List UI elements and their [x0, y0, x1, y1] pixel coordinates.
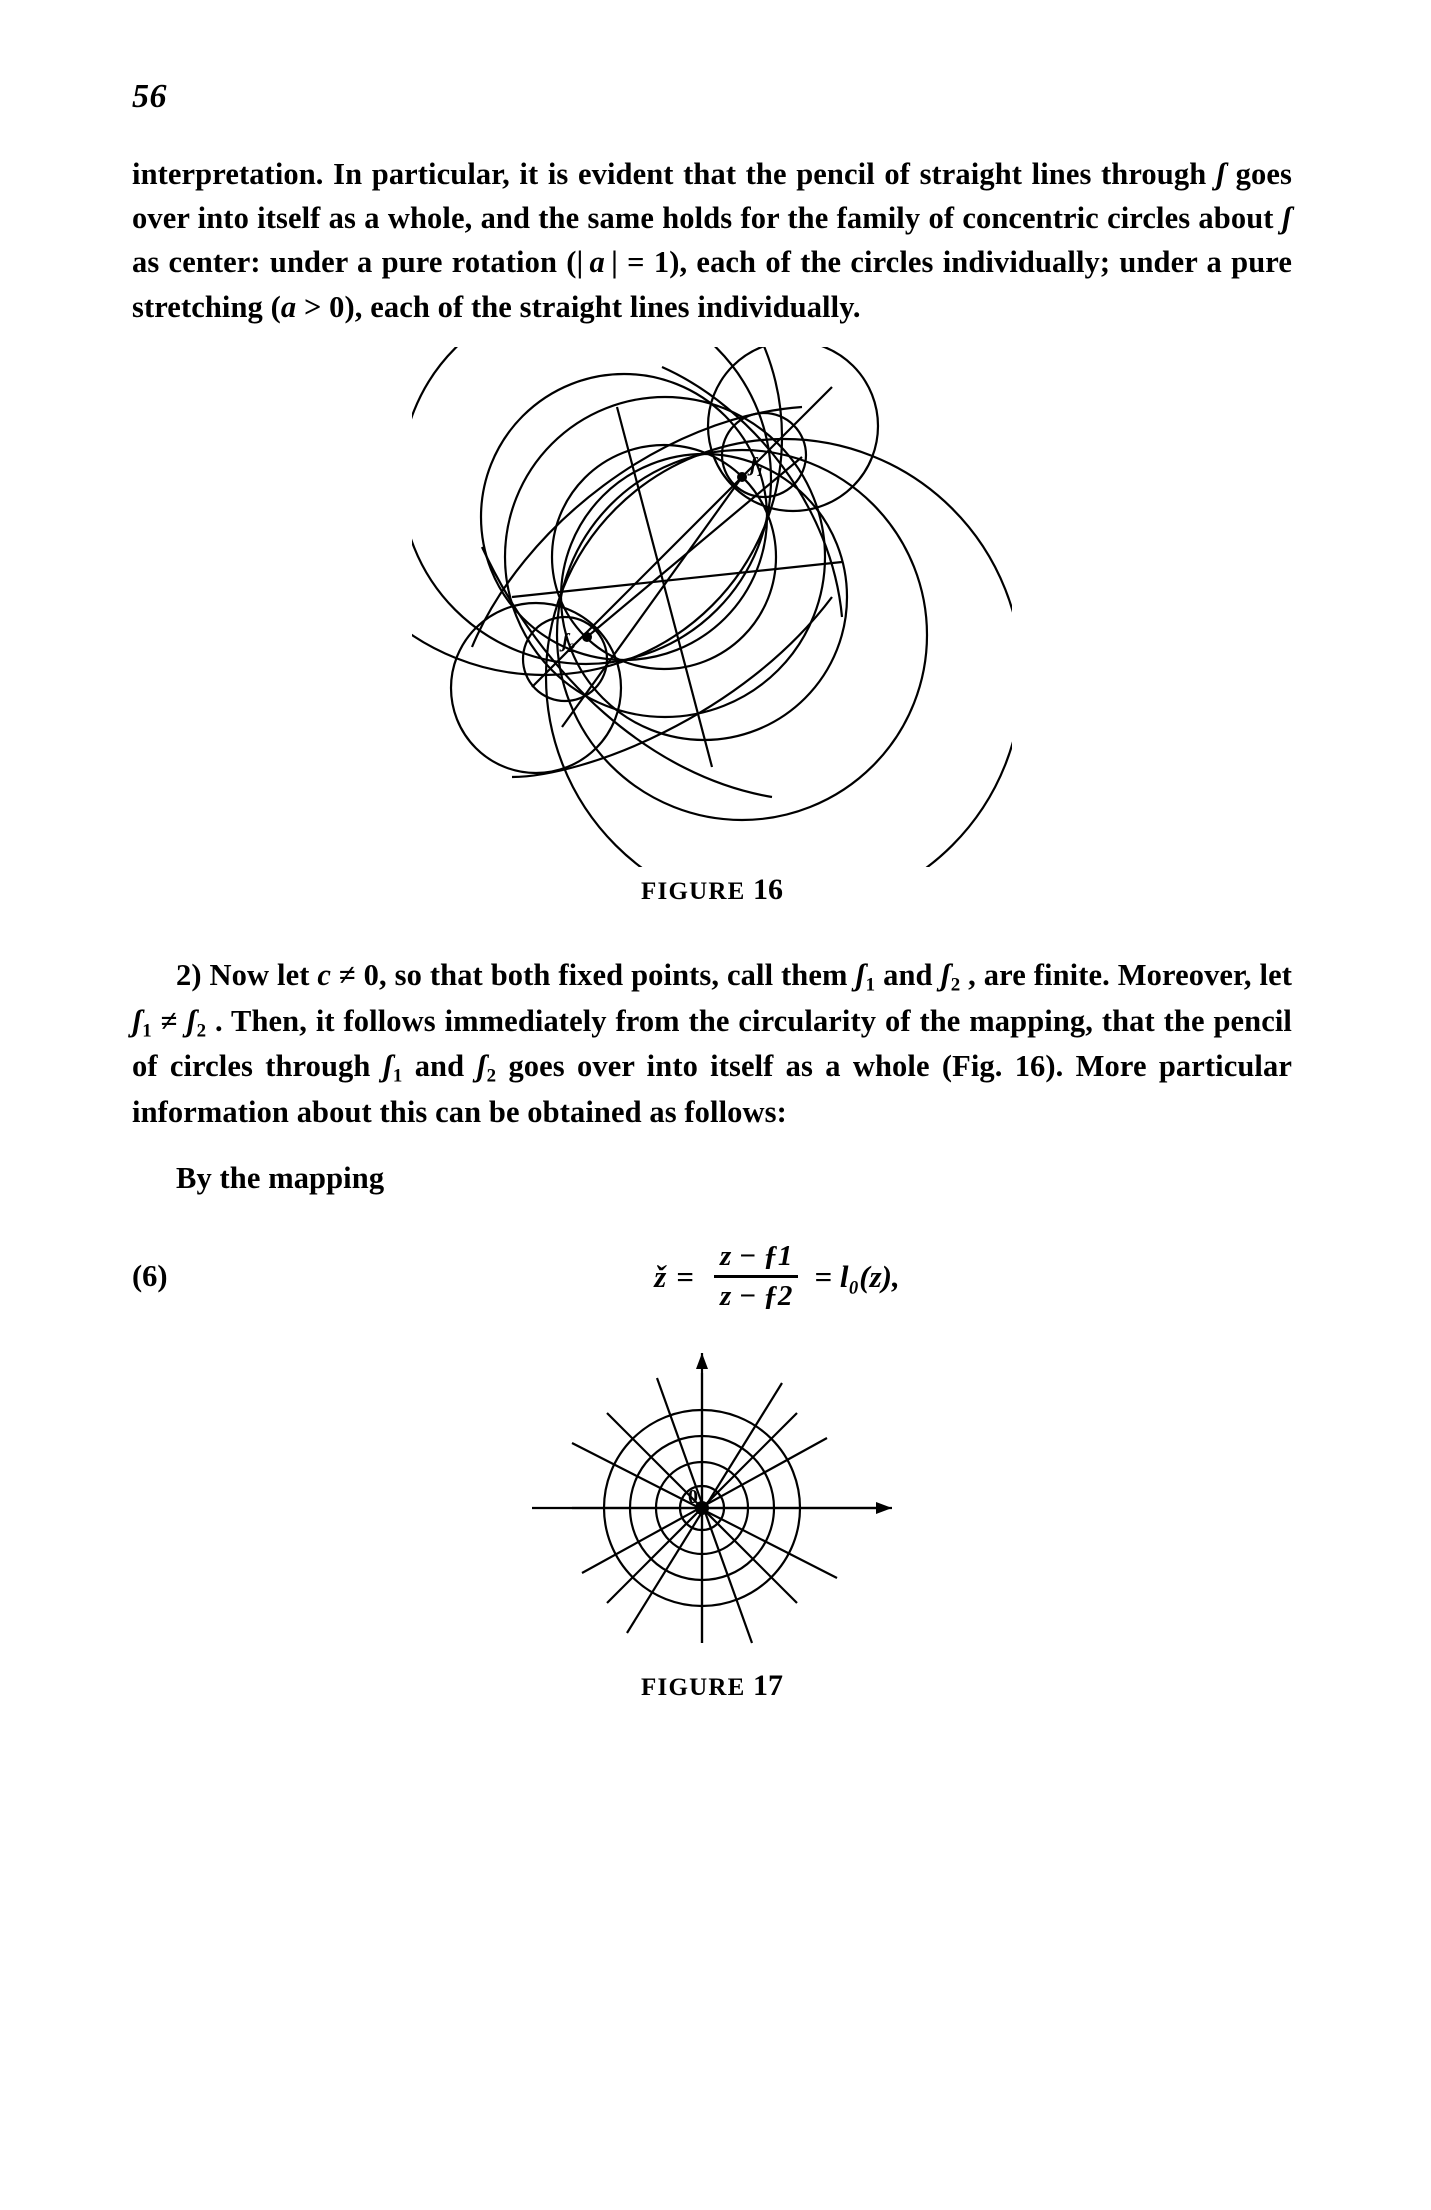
equation-6-fraction [714, 1240, 798, 1313]
page-number: 56 [132, 78, 167, 115]
figure-16-label-zeta1: ʃ$_1$ [750, 453, 764, 479]
figure-17-caption [132, 1669, 1292, 1703]
paragraph-case-two: 2) Now let c ≠ 0, so that both fixed points, call them ʃ$_1$ and ʃ$_2$ , are finite. Moreover, let ʃ$_1$ ≠ ʃ$_2$ . Then, it follows immediately from the circularity of the mapping, that the pencil of circles through ʃ$_1$ and ʃ$_2$ goes over into itself as a whole (Fig. 16). More particular information about this can be obtained as follows: [132, 957, 1292, 1129]
figure-17-svg [452, 1333, 972, 1663]
paragraph-interpretation: interpretation. In particular, it is evident that the pencil of straight lines through ʃ goes over into itself as a whole, and the same holds for the family of concentric circles about ʃ as center: under a pure rotation (| a | = 1), each of the circles individually; under a pure stretching (a > 0), each of the straight lines individually. [132, 157, 1292, 324]
equation-6-numerator: z − ƒ1 [720, 1240, 793, 1273]
equation-6-row [132, 1240, 1292, 1313]
figure-16-caption-word: FIGURE [641, 877, 746, 905]
figure-17-block [132, 1333, 1292, 1703]
equation-6-denominator: z − ƒ2 [720, 1280, 793, 1313]
figure-16-block [132, 347, 1292, 907]
equation-6-body [262, 1240, 1292, 1313]
figure-17-image [132, 1333, 1292, 1663]
equation-6-number: (6) [132, 1259, 168, 1294]
equation-6-equals: = [676, 1258, 695, 1294]
figure-16-image [132, 347, 1292, 867]
coaxial-circles-through-points [412, 347, 1012, 867]
figure-16-svg [412, 347, 1012, 867]
figure-17-caption-number: 17 [752, 1669, 783, 1703]
apollonius-circles [451, 347, 878, 773]
figure-16-caption [132, 873, 1292, 907]
paragraph-by-the-mapping: By the mapping [176, 1161, 385, 1196]
figure-16-caption-number: 16 [752, 872, 783, 906]
figure-16-label-zeta2: ʃ$_2$ [562, 629, 576, 655]
equation-6-rhs: = l₀(z), [814, 1258, 900, 1294]
page-content [132, 78, 1292, 1703]
equation-6-lhs: ž [654, 1258, 667, 1294]
figure-17-label-origin: 0 [688, 1486, 698, 1509]
figure-17-caption-word: FIGURE [641, 1674, 746, 1702]
